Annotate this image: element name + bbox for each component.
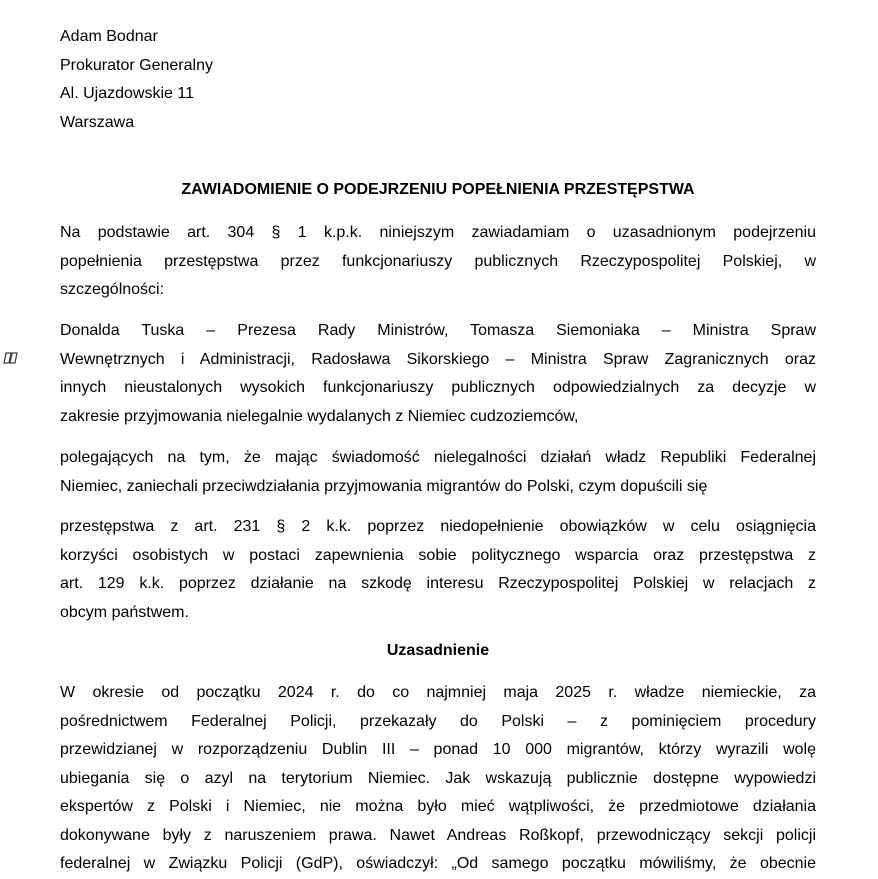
addressee-street: Al. Ujazdowskie 11	[60, 85, 194, 102]
text-line: innych nieustalonych wysokich funkcjonariuszy publicznych odpowiedzialnych za decyzje w	[60, 379, 816, 396]
text-line: szczególności:	[60, 281, 165, 298]
paragraph-conduct	[60, 444, 816, 501]
text-line: popełnienia przestępstwa przez funkcjonariuszy publicznych Rzeczypospolitej Polskiej, w	[60, 252, 816, 270]
text-line: polegających na tym, że mając świadomość nielegalności działań władz Republiki Federalnej	[60, 449, 816, 466]
text-line: Na podstawie art. 304 § 1 k.p.k. niniejszym zawiadamiam o uzasadnionym podejrzeniu	[60, 224, 816, 241]
text-line: art. 129 k.k. poprzez działanie na szkodę interesu Rzeczypospolitej Polskiej w relacjach z	[60, 575, 816, 592]
document-title: ZAWIADOMIENIE O PODEJRZENIU POPEŁNIENIA PRZESTĘPSTWA	[181, 181, 695, 198]
text-line: pośrednictwem Federalnej Policji, przekazały do Polski – z pominięciem procedury	[60, 712, 816, 730]
text-line: Niemiec, zaniechali przeciwdziałania przyjmowania migrantów do Polski, czym dopuścili się	[60, 477, 708, 495]
text-line: ekspertów z Polski i Niemiec, nie można było mieć wątpliwości, że przedmiotowe działania	[60, 798, 816, 815]
text-line: dokonywane były z naruszeniem prawa. Nawet Andreas Roßkopf, przewodniczący sekcji policji	[60, 826, 816, 844]
addressee-name: Adam Bodnar	[60, 28, 158, 45]
text-line: Wewnętrznych i Administracji, Radosława Sikorskiego – Ministra Spraw Zagranicznych oraz	[60, 350, 816, 368]
section-heading-justification: Uzasadnienie	[386, 642, 490, 659]
paragraph-legal-basis	[60, 219, 816, 305]
addressee-city: Warszawa	[60, 113, 135, 131]
text-line: obcym państwem.	[60, 603, 189, 621]
text-line: zakresie przyjmowania nielegalnie wydalanych z Niemiec cudzoziemców,	[60, 407, 579, 425]
paragraph-justification	[60, 679, 816, 879]
paragraph-offences	[60, 513, 816, 627]
addressee-position: Prokurator Generalny	[60, 56, 213, 74]
text-line: federalnej w Związku Policji (GdP), oświadczył: „Od samego początku mówiliśmy, że obecnie	[60, 855, 816, 872]
text-line: ubiegania się o azyl na terytorium Niemiec. Jak wskazują publicznie dostępne wypowiedzi	[60, 769, 816, 787]
text-line: W okresie od początku 2024 r. do co najmniej maja 2025 r. władze niemieckie, za	[60, 684, 816, 701]
addressee-block	[60, 23, 816, 137]
copilot-icon[interactable]	[2, 349, 20, 367]
text-line: korzyści osobistych w postaci zapewnienia sobie politycznego wsparcia oraz przestępstwa z	[60, 546, 816, 564]
text-line: przestępstwa z art. 231 § 2 k.k. poprzez niedopełnienie obowiązków w celu osiągnięcia	[60, 518, 816, 535]
paragraph-persons	[60, 317, 816, 431]
text-line: Donalda Tuska – Prezesa Rady Ministrów, Tomasza Siemoniaka – Ministra Spraw	[60, 322, 816, 339]
text-line: przewidzianej w rozporządzeniu Dublin III – ponad 10 000 migrantów, którzy wyrazili wolę	[60, 741, 816, 758]
